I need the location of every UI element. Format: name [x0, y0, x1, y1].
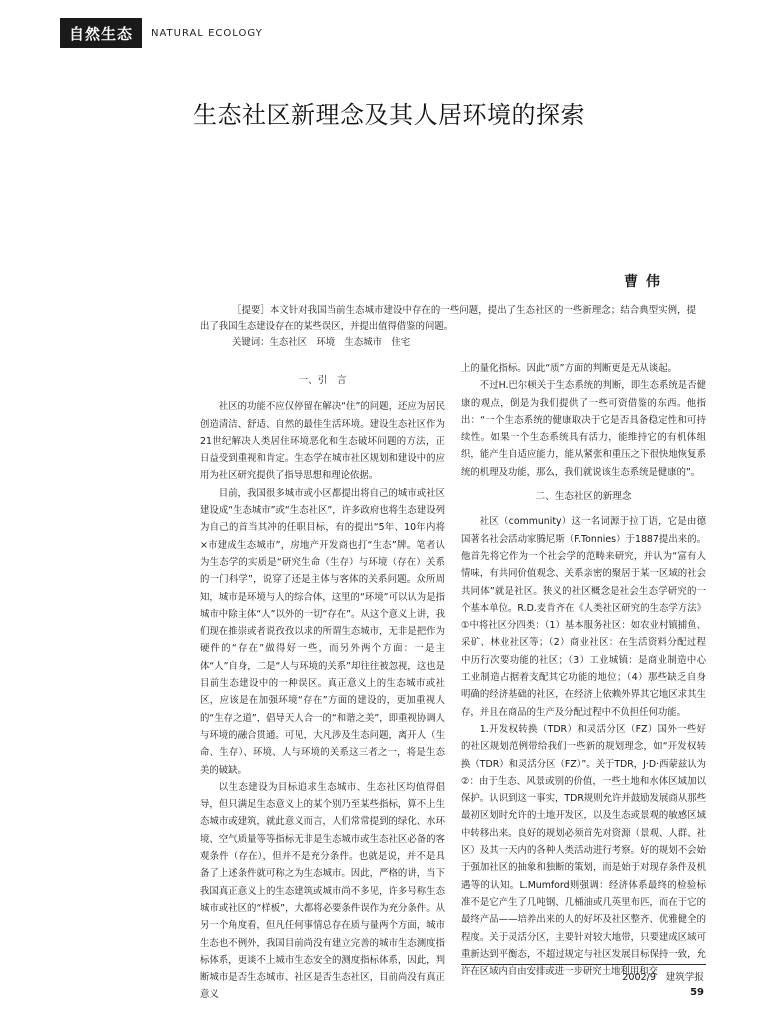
paragraph: 以生态建设为目标追求生态城市、生态社区均值得倡导，但只满足生态意义上的某个别乃至某些指标，算不上生态城市或建筑，就此意义而言，人们常常提到的绿化、水环境、空气质量等等指标无非是生态城市或生态社区必备的客观条件（存在），但并不是充分条件。也就是说，并不是具备了上述条件就可称之为生态城市。因此，严格的讲，当下我国真正意义上的生态建筑或城市尚不多见，许多号称生态城市或社区的“样板”，大都将必要条件误作为充分条件。从另一个角度看，但凡任何事情总存在质与量两个方面，城市生态也不例外，我国目前尚没有建立完善的城市生态测度指标体系，更谈不上城市生态安全的测度指标体系，因此，判断城市是否生态城市、社区是否生态社区，目前尚没有真正意义 [200, 781, 445, 1001]
paragraph: 社区（community）这一名词源于拉丁语，它是由德国著名社会活动家腾尼斯（F.Tonnies）于1887提出来的。他首先将它作为一个社会学的范畴来研究，并认为“富有人情味，有共同价值观念、关系亲密的聚居于某一区域的社会共同体”就是社区。狭义的社区概念是社会生态学研究的一个基本单位。R.D.麦肯齐在《人类社区研究的生态学方法》①中将社区分四类：（1）基本服务社区：如农业村镇捕鱼、采矿、林业社区等；（2）商业社区：在生活资料分配过程中历行次要功能的社区；（3）工业城镇：是商业制造中心工业制造占据着支配其它功能的地位；（4）那些缺乏自身明确的经济基础的社区，在经济上依赖外界其它地区求其生存，并且在商品的生产及分配过程中不负担任何功能。 [461, 516, 706, 718]
paragraph: 1.开发权转换（TDR）和灵活分区（FZ）国外一些好的社区规划范例带给我们一些新的规划理念，如“开发权转换（TDR）和灵活分区（FZ）”。关于TDR，J·D·西蒙兹认为②：由于生态、风景或别的价值，一些土地和水体区域加以保护。认识到这一事实，TDR规则允许并鼓励发展商从那些最初区划时允许的土地开发区，以及生态或景观的敏感区域中转移出来。良好的规划必须首先对资源（景观、人群、社区）及其一天内的各种人类活动进行考察。好的规划不会始于强加社区的抽象和独断的策划，而是始于对现存条件及机遇等的认知。L.Mumford则强调：经济体系最终的检验标准不是它产生了几吨钢、几桶油或几英里布匹，而在于它的最终产品——培养出来的人的好坏及社区整齐、优雅健全的程度。关于灵活分区，主要针对较大地带，只要建成区域可重新达到平衡态，不超过规定与社区发展目标保持一致，允许在区域内自由安排或进一步研究土地利用和交 [461, 723, 706, 978]
article-author: 曹伟 [624, 274, 668, 290]
abstract-block [200, 303, 696, 351]
paragraph: 不过H.巴尔顿关于生态系统的判断，即生态系统是否健康的观点，倒是为我们提供了一些可资借鉴的东西。他指出：“一个生态系统的健康取决于它是否具备稳定性和可持续性。如果一个生态系统具有活力，能维持它的有机体组织，能产生自适应能力，能从紧张和重压之下很快地恢复系统的机理及功能，那么，我们就说该生态系统是健康的”。 [461, 380, 706, 478]
right-column [461, 360, 706, 980]
article-title: 生态社区新理念及其人居环境的探索 [193, 101, 585, 129]
paragraph: 目前，我国很多城市或小区都提出将自己的城市或社区建设成“生态城市”或“生态社区”，许多政府也将生态建设列为自己的首当其冲的任职目标，有的提出“5年、10年内将×市建成生态城市”，房地产开发商也打“生态”牌。笔者认为生态学的实质是“研究生命（生存）与环境（存在）关系的一门科学”，说穿了还是主体与客体的关系问题。众所周知，城市是环境与人的综合体，这里的“环境”可以认为是指城市中除主体“人”以外的一切“存在”。从这个意义上讲，我们现在推崇或者说孜孜以求的所谓生态城市，无非是把作为硬件的“存在”做得好一些，而另外两个方面：一是主体“人”自身，二是“人与环境的关系”却往往被忽视，这也是目前生态建设中的一种误区。真正意义上的生态城市或社区，应该是在加强环境“存在”方面的建设的，更加重视人的“生存之道”，倡导天人合一的“和谐之美”，即重视协调人与环境的融合贯通。可见，大凡涉及生态问题，离开人（生命、生存）、环境、人与环境的关系这三者之一，将是生态美的破缺。 [200, 487, 445, 776]
paragraph: 社区的功能不应仅停留在解决“住”的问题，还应为居民创造清洁、舒适、自然的最佳生活环境。建设生态社区作为21世纪解决人类居住环境恶化和生态破坏问题的方法，正日益受到重视和肯定。生态学在城市社区规划和建设中的应用为社区研究提供了指导思想和理论依据。 [200, 401, 445, 482]
footer-divider [461, 964, 706, 965]
paragraph: 上的量化指标。因此“质”方面的判断更是无从谈起。 [461, 363, 677, 374]
abstract-text: ［提要］本文针对我国当前生态城市建设中存在的一些问题，提出了生态社区的一些新理念；结合典型实例，提出了我国生态建设存在的某些误区，并提出值得借鉴的问题。 [200, 305, 696, 332]
page-number: 59 [690, 987, 704, 998]
section-tag-english: NATURAL ECOLOGY [151, 28, 263, 39]
keywords: 关键词：生态社区 环境 生态城市 住宅 [232, 337, 411, 348]
journal-issue: 2002/9 建筑学报 [622, 972, 704, 983]
section-tag: 自然生态 [60, 18, 142, 48]
section-heading-concepts: 二、生态社区的新理念 [535, 491, 632, 503]
left-column [200, 368, 445, 1004]
section-heading-intro: 一、引 言 [298, 375, 347, 386]
